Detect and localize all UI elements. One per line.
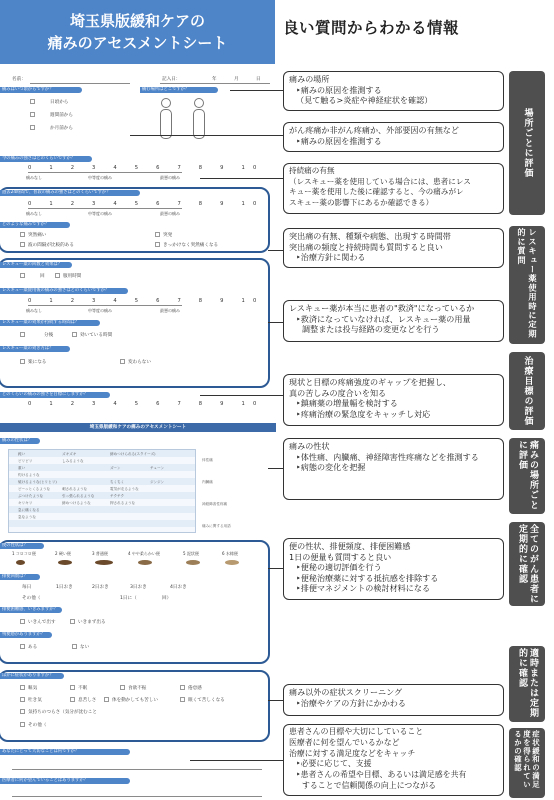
breakthrough-opt3-label: 突発 xyxy=(163,233,173,238)
symptom-label: 不眠 xyxy=(78,686,88,691)
assessment-form xyxy=(0,66,276,800)
info-line: がん疼痛か非がん疼痛か、外部要因の有無など xyxy=(289,125,459,135)
difficulty-opt1-checkbox[interactable] xyxy=(20,619,25,624)
info-box-persistent xyxy=(283,163,504,214)
avg-pain-scale[interactable]: 0 1 2 3 4 5 6 7 8 9 10 xyxy=(28,201,265,207)
symptom-checkbox[interactable] xyxy=(20,697,25,702)
nature-word[interactable]: 重い xyxy=(18,466,26,470)
info-box-cause xyxy=(283,122,504,152)
rescue-strength-question: レスキュー薬使用後の痛みの強さはどのくらいですか？ xyxy=(0,288,128,294)
nature-word[interactable]: 刺されるような xyxy=(62,487,88,491)
nature-word[interactable]: 鈍い xyxy=(18,452,26,456)
body-front-head[interactable] xyxy=(161,98,171,108)
info-line: 患者さんの目標や大切にしていること xyxy=(289,727,424,736)
rescue-count-question: レスキュー薬の回数と効果は？ xyxy=(0,262,72,268)
info-line: ‣痛みの原因を推測する xyxy=(296,135,382,146)
tag-timely-check: 適時または定期的に確認 xyxy=(509,646,545,722)
info-box-breakthrough xyxy=(283,228,504,268)
frequency-times-unit: 回） xyxy=(162,596,172,601)
sheet-subtitle-strip: 埼玉県版緩和ケアの痛みのアセスメントシート xyxy=(0,423,276,432)
frequency-opt-5[interactable]: 4日おき xyxy=(170,585,187,590)
connector-line xyxy=(200,395,283,396)
symptom-label: 吐き気 xyxy=(28,698,42,703)
info-line: ‣治療やケアの方針にかかわる xyxy=(296,697,406,708)
nature-category-somatic: 体性痛 xyxy=(202,458,213,462)
day-label: 日 xyxy=(256,77,261,82)
current-pain-scale[interactable]: 0 1 2 3 4 5 6 7 8 9 10 xyxy=(28,165,265,171)
request-question: 医療者に何か望んでいることはありますか？ xyxy=(0,778,130,784)
scale-none-label: 痛みなし xyxy=(26,175,42,180)
important-answer-field[interactable] xyxy=(12,769,262,770)
frequency-times-label: 1日に（ xyxy=(120,596,137,601)
info-line: キュー薬を使用した後に確認すると、今の痛みがレ xyxy=(289,187,464,196)
tag-site-eval: 痛みの場所ごとに評価 xyxy=(509,438,545,514)
tag-satisfaction-check: 症状緩和の満足度を得られているかの確認 xyxy=(509,728,545,798)
rescue-time-checkbox[interactable] xyxy=(55,273,60,278)
rescue-count-checkbox[interactable] xyxy=(20,273,25,278)
info-line: ‣鎮痛薬の増量幅を検討する xyxy=(296,398,398,409)
tag-goal-eval: 治療目標の評価 xyxy=(509,352,545,430)
connector-line xyxy=(200,178,283,179)
info-line: 現状と目標の疼痛強度のギャップを把握し、 xyxy=(289,377,451,387)
residual-no-checkbox[interactable] xyxy=(72,644,77,649)
current-pain-scale-line xyxy=(28,172,182,173)
connector-line xyxy=(268,250,283,251)
nature-word[interactable]: 急に痛くなる xyxy=(18,508,40,512)
rescue-effect-opt1-checkbox[interactable] xyxy=(20,359,25,364)
connector-line xyxy=(230,90,283,91)
name-label: 名前： xyxy=(12,77,26,82)
nature-word[interactable]: 引っ張られるような xyxy=(62,494,95,498)
sheet-title-line1: 埼玉県版緩和ケアの xyxy=(69,12,205,30)
stool-type-5[interactable]: 5 泥状便 xyxy=(183,551,199,556)
info-line: ‣患者さんの希望や目標、あるいは満足感を共有 xyxy=(296,770,467,780)
symptom-checkbox[interactable] xyxy=(70,685,75,690)
symptom-label: 眠くて苦しくなる xyxy=(188,698,225,703)
info-line: ‣病態の変化を把握 xyxy=(296,462,366,473)
info-line: ‣便秘の適切評価を行う xyxy=(296,562,382,573)
info-line: ‣体性痛、内臓痛、神経障害性疼痛などを推測する xyxy=(296,451,479,462)
avg-worst-label: 最悪の痛み xyxy=(160,211,180,216)
info-line: ‣便秘治療薬に対する抵抗感を排除する xyxy=(296,572,439,583)
info-line: 痛みの性状 xyxy=(289,441,330,451)
stool-image-icon xyxy=(16,560,25,565)
nature-word[interactable]: 急なような xyxy=(18,515,36,519)
difficulty-opt1-label: いきんで出す xyxy=(28,620,56,625)
difficulty-opt2-label: いきまず出る xyxy=(78,620,106,625)
info-line: 1日の便量も質問すると良い xyxy=(289,551,392,562)
symptom-label: 息苦しさ xyxy=(78,698,97,703)
nature-word[interactable]: キリキリ xyxy=(18,501,33,505)
rescue-duration-label: 分後 xyxy=(44,333,54,338)
scale-moderate-label: 中等度の痛み xyxy=(88,175,112,180)
stool-image-icon xyxy=(138,560,152,565)
nature-word[interactable]: ビーっとくるような xyxy=(18,487,51,491)
nature-category-terms: 痛みに関する用語 xyxy=(202,524,231,528)
symptom-group xyxy=(0,670,270,742)
nature-word[interactable]: ちくちく xyxy=(110,480,125,484)
info-line: 痛みの場所 xyxy=(289,74,330,84)
rescue-duration-checkbox[interactable] xyxy=(20,332,25,337)
info-line: 真の苦しみの度合いを知る xyxy=(289,387,387,398)
avg-pain-question: 過去24時間で、普段の痛みの強さはどのくらいですか？ xyxy=(0,190,140,196)
symptom-label: 食欲不振 xyxy=(128,686,147,691)
nature-question: 痛みの性状は？ xyxy=(0,438,40,444)
info-box-goal xyxy=(283,374,504,426)
duration-weeks-checkbox[interactable] xyxy=(30,112,35,117)
info-line: ‣治療方針に関わる xyxy=(296,252,366,263)
symptom-other-label: その他（ xyxy=(28,723,47,728)
rescue-effect-question: レスキュー薬の効き方は？ xyxy=(0,346,70,352)
frequency-question: 排便回数は？ xyxy=(0,574,40,580)
body-back-head[interactable] xyxy=(194,98,204,108)
symptom-checkbox[interactable] xyxy=(104,697,109,702)
residual-question: 残便感がありますか？ xyxy=(0,632,52,638)
year-label: 年 xyxy=(212,77,217,82)
nature-word[interactable]: 押されるような xyxy=(110,501,136,505)
info-line: （見て触る>炎症や神経症状を確認） xyxy=(296,95,433,106)
tag-location-eval: 場所ごとに評価 xyxy=(509,71,545,215)
stool-image-icon xyxy=(95,560,113,565)
rescue-moderate-label: 中等度の痛み xyxy=(88,308,112,313)
stool-question: 便の性状は？ xyxy=(0,543,44,549)
info-box-bowel xyxy=(283,538,504,600)
info-line: ‣救済になっていなければ、レスキュー薬の用量 xyxy=(296,313,471,324)
rescue-count-label: 回 xyxy=(40,274,45,279)
nature-word[interactable]: 灼けるような xyxy=(18,473,40,477)
date-field[interactable] xyxy=(160,83,270,84)
symptom-label: 倦怠感 xyxy=(188,686,202,691)
nature-word[interactable]: 電気が走るような xyxy=(110,487,139,491)
nature-word[interactable]: ズーン xyxy=(110,466,121,470)
tag-rescue-periodic: レスキュー薬使用時に定期的に質問 xyxy=(509,226,545,344)
record-date-label: 記入日： xyxy=(162,77,181,82)
info-box-rescue xyxy=(283,300,504,342)
difficulty-question: 排便困難感、いきみますか？ xyxy=(0,607,62,613)
connector-line xyxy=(190,760,283,761)
duration-months-checkbox[interactable] xyxy=(30,125,35,130)
nature-word[interactable]: 焼けるような(ヒリヒリ) xyxy=(18,480,57,484)
sheet-title xyxy=(0,0,275,64)
symptom-checkbox[interactable] xyxy=(180,697,185,702)
nature-category-neuropathic: 神経障害性疼痛 xyxy=(202,502,228,506)
difficulty-opt2-checkbox[interactable] xyxy=(70,619,75,624)
connector-line xyxy=(130,135,283,136)
location-question: 痛む場所はどこですか？ xyxy=(140,87,218,93)
nature-word[interactable]: 締めつけるような xyxy=(62,501,91,505)
other-symptoms-question: ほかに症状がありますか？ xyxy=(0,673,64,679)
nature-word[interactable]: ジンジン xyxy=(150,480,165,484)
rescue-time-label: 服用時間 xyxy=(63,274,82,279)
stool-image-icon xyxy=(225,560,239,565)
breakthrough-opt2-checkbox[interactable] xyxy=(20,242,25,247)
info-line: 突出痛の有無、種類や病態、出現する時間帯 xyxy=(289,231,451,241)
frequency-opt-daily[interactable]: 毎日 xyxy=(22,585,32,590)
info-line: ‣排便マネジメントの検討材料になる xyxy=(296,583,431,594)
frequency-other-label: その他（ xyxy=(22,596,41,601)
rescue-effect-opt2-checkbox[interactable] xyxy=(120,359,125,364)
duration-question: 痛みはいつ頃からですか？ xyxy=(0,87,82,93)
info-line: スキュー薬の影響下にあるか確認できる） xyxy=(289,197,434,207)
avg-moderate-label: 中等度の痛み xyxy=(88,211,112,216)
info-line: ‣必要に応じて、支援 xyxy=(296,759,372,769)
info-line: 治療に対する満足度などをキャッチ xyxy=(289,748,416,758)
avg-pain-scale-line xyxy=(28,208,182,209)
symptom-mood-label: 気持ちのつらさ（気分が沈むこと xyxy=(28,710,97,715)
info-line: 医療者に何を望んでいるかなど xyxy=(289,737,400,747)
nature-word[interactable]: しみるような xyxy=(62,459,84,463)
connector-line xyxy=(268,568,283,569)
duration-days-label: 日頃から xyxy=(50,100,69,105)
month-label: 月 xyxy=(234,77,239,82)
info-line: 持続痛の有無 xyxy=(289,166,335,175)
connector-line xyxy=(268,468,283,469)
info-line: レスキュー薬が本当に患者の"救済"になっているか xyxy=(289,303,475,313)
residual-yes-checkbox[interactable] xyxy=(20,644,25,649)
stool-image-icon xyxy=(58,560,72,565)
frequency-opt-3[interactable]: 2日おき xyxy=(92,585,109,590)
breakthrough-opt1-checkbox[interactable] xyxy=(20,232,25,237)
connector-line xyxy=(268,700,283,701)
rescue-none-label: 痛みなし xyxy=(26,308,42,313)
info-box-symptoms xyxy=(283,684,504,716)
nature-word[interactable]: チクチク xyxy=(110,494,125,498)
nature-category-visceral: 内臓痛 xyxy=(202,480,213,484)
name-field[interactable] xyxy=(30,83,130,84)
connector-line xyxy=(268,322,283,323)
rescue-worst-label: 最悪の痛み xyxy=(160,308,180,313)
stool-type-1[interactable]: 1 コロコロ便 xyxy=(12,551,36,556)
breakthrough-opt1-label: 突然痛い xyxy=(28,233,47,238)
sheet-title-line2: 痛みのアセスメントシート xyxy=(47,34,228,52)
rescue-scale-line xyxy=(28,305,182,306)
goal-question: どのくらいの痛みの強さを目標にしますか？ xyxy=(0,392,110,398)
residual-no-label: ない xyxy=(80,645,90,650)
breakthrough-opt4-label: きっかけなく突然痛くなる xyxy=(163,243,219,248)
tag-all-patients: 全てのがん患者に定期的に確認 xyxy=(509,522,545,606)
breakthrough-question: どのような痛みですか？ xyxy=(0,222,70,228)
symptom-other-checkbox[interactable] xyxy=(20,722,25,727)
avg-none-label: 痛みなし xyxy=(26,211,42,216)
breakthrough-opt2-label: 波の間隔が比較的ある xyxy=(28,243,74,248)
nature-word[interactable]: ズキズキ xyxy=(62,452,77,456)
duration-days-checkbox[interactable] xyxy=(30,99,35,104)
info-line: することで信頼関係の向上につながる xyxy=(302,780,436,790)
rescue-effect-opt1-label: 楽になる xyxy=(28,360,47,365)
frequency-opt-2[interactable]: 1日おき xyxy=(56,585,73,590)
symptom-mood-checkbox[interactable] xyxy=(20,709,25,714)
stool-type-4[interactable]: 4 やや柔らかい便 xyxy=(128,551,160,556)
request-answer-field[interactable] xyxy=(12,796,262,797)
info-line: （レスキュー薬を使用している場合には、患者にレス xyxy=(289,176,471,186)
symptom-label: 体を動かしても苦しい xyxy=(112,698,158,703)
breakthrough-opt4-checkbox[interactable] xyxy=(155,242,160,247)
stool-type-3[interactable]: 3 普通便 xyxy=(92,551,108,556)
rescue-duration-question: レスキュー薬の効果が持続する時間は？ xyxy=(0,320,100,326)
important-question: あなたにとって大切なことは何ですか？ xyxy=(0,749,130,755)
info-box-satisfaction xyxy=(283,724,504,796)
duration-months-label: か月前から xyxy=(50,126,73,131)
symptom-checkbox[interactable] xyxy=(70,697,75,702)
residual-yes-label: ある xyxy=(28,645,38,650)
symptom-checkbox[interactable] xyxy=(180,685,185,690)
bowel-group xyxy=(0,540,270,664)
rescue-active-label: 効いている時間 xyxy=(80,333,113,338)
rescue-pain-scale[interactable]: 0 1 2 3 4 5 6 7 8 9 10 xyxy=(28,298,265,304)
info-line: 便の性状、排便頻度、排便困難感 xyxy=(289,541,411,551)
symptom-checkbox[interactable] xyxy=(120,685,125,690)
nature-word[interactable]: ぶつけたような xyxy=(18,494,44,498)
current-pain-question: 今の痛みの強さはどのくらいですか？ xyxy=(0,156,92,162)
nature-word[interactable]: 締めつけられる(スクイーズ) xyxy=(110,452,156,456)
breakthrough-opt3-checkbox[interactable] xyxy=(155,232,160,237)
symptom-label: 嘔気 xyxy=(28,686,38,691)
info-line: ‣疼痛治療の緊急度をキャッチし対応 xyxy=(296,408,431,419)
nature-word[interactable]: ビリビリ xyxy=(18,459,33,463)
info-line: 調整または投与経路の変更などを行う xyxy=(302,324,440,335)
frequency-opt-4[interactable]: 3日おき xyxy=(130,585,147,590)
stool-type-2[interactable]: 2 硬い便 xyxy=(55,551,71,556)
info-box-nature xyxy=(283,438,504,500)
goal-scale[interactable]: 0 1 2 3 4 5 6 7 8 9 10 xyxy=(28,401,265,407)
scale-worst-label: 最悪の痛み xyxy=(160,175,180,180)
stool-image-icon xyxy=(186,560,200,565)
info-box-location xyxy=(283,71,504,111)
stool-type-6[interactable]: 6 水様便 xyxy=(222,551,238,556)
rescue-active-checkbox[interactable] xyxy=(72,332,77,337)
rescue-effect-opt2-label: 変わらない xyxy=(128,360,151,365)
nature-word[interactable]: チューン xyxy=(150,466,165,470)
info-line: 突出痛の頻度と持続時間も質問すると良い xyxy=(289,241,443,252)
symptom-checkbox[interactable] xyxy=(20,685,25,690)
info-title: 良い質問からわかる情報 xyxy=(283,19,460,37)
info-line: 痛み以外の症状スクリーニング xyxy=(289,687,403,697)
info-line: ‣痛みの原因を推測する xyxy=(296,84,382,95)
duration-weeks-label: 週間前から xyxy=(50,113,73,118)
